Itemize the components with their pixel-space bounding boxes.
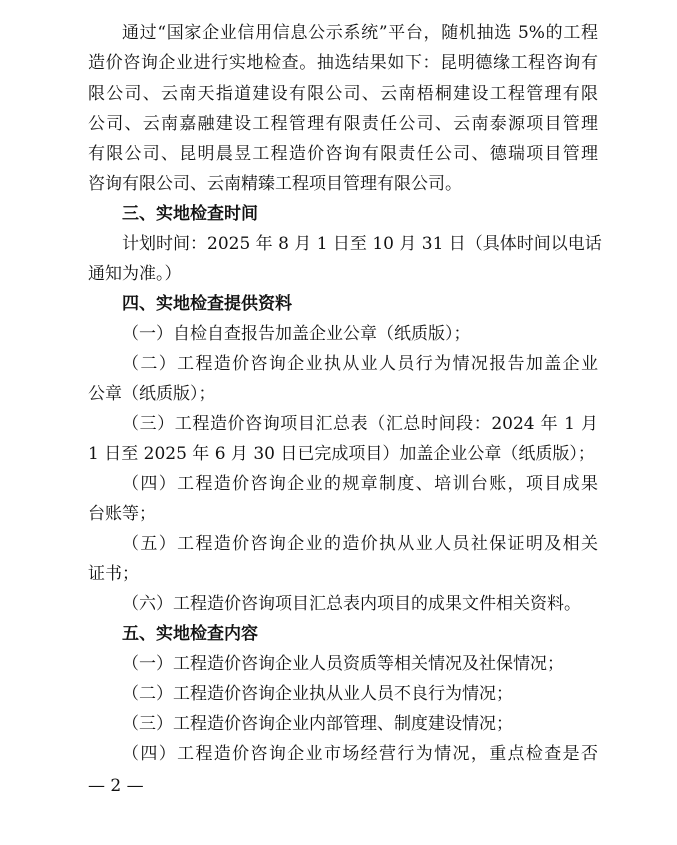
- body-line: 有限公司、昆明晨昱工程造价咨询有限责任公司、德瑞项目管理: [88, 144, 598, 164]
- body-line: 通过“国家企业信用信息公示系统”平台，随机抽选 5%的工程: [122, 23, 598, 43]
- list-item: （三）工程造价咨询企业内部管理、制度建设情况；: [122, 714, 513, 734]
- body-line: 计划时间：2025 年 8 月 1 日至 10 月 31 日（具体时间以电话: [122, 234, 602, 254]
- body-line: 公司、云南嘉融建设工程管理有限责任公司、云南泰源项目管理: [88, 114, 598, 134]
- list-item: （一）工程造价咨询企业人员资质等相关情况及社保情况；: [122, 654, 564, 674]
- section-heading-content: 五、实地检查内容: [122, 624, 258, 644]
- body-line: 通知为准。）: [88, 264, 182, 284]
- list-item-cont: 台账等；: [88, 504, 156, 524]
- section-heading-materials: 四、实地检查提供资料: [122, 294, 292, 314]
- list-item: （四）工程造价咨询企业市场经营行为情况，重点检查是否: [122, 744, 598, 764]
- body-line: 限公司、云南天指道建设有限公司、云南梧桐建设工程管理有限: [88, 84, 598, 104]
- list-item: （四）工程造价咨询企业的规章制度、培训台账，项目成果: [122, 474, 598, 494]
- list-item: （一）自检自查报告加盖企业公章（纸质版）；: [122, 324, 471, 344]
- list-item: （五）工程造价咨询企业的造价执从业人员社保证明及相关: [122, 534, 598, 554]
- list-item: （六）工程造价咨询项目汇总表内项目的成果文件相关资料。: [122, 594, 581, 614]
- list-item-cont: 公章（纸质版）；: [88, 384, 216, 404]
- list-item: （三）工程造价咨询项目汇总表（汇总时间段：2024 年 1 月: [122, 414, 598, 434]
- body-line: 造价咨询企业进行实地检查。抽选结果如下：昆明德缘工程咨询有: [88, 53, 598, 73]
- section-heading-time: 三、实地检查时间: [122, 204, 258, 224]
- page-number: — 2 —: [88, 776, 144, 796]
- body-line: 咨询有限公司、云南精臻工程项目管理有限公司。: [88, 174, 462, 194]
- list-item: （二）工程造价咨询企业执从业人员不良行为情况；: [122, 684, 513, 704]
- list-item-cont: 证书；: [88, 564, 139, 584]
- list-item-cont: 1 日至 2025 年 6 月 30 日已完成项目）加盖企业公章（纸质版）；: [88, 444, 595, 464]
- list-item: （二）工程造价咨询企业执从业人员行为情况报告加盖企业: [122, 354, 598, 374]
